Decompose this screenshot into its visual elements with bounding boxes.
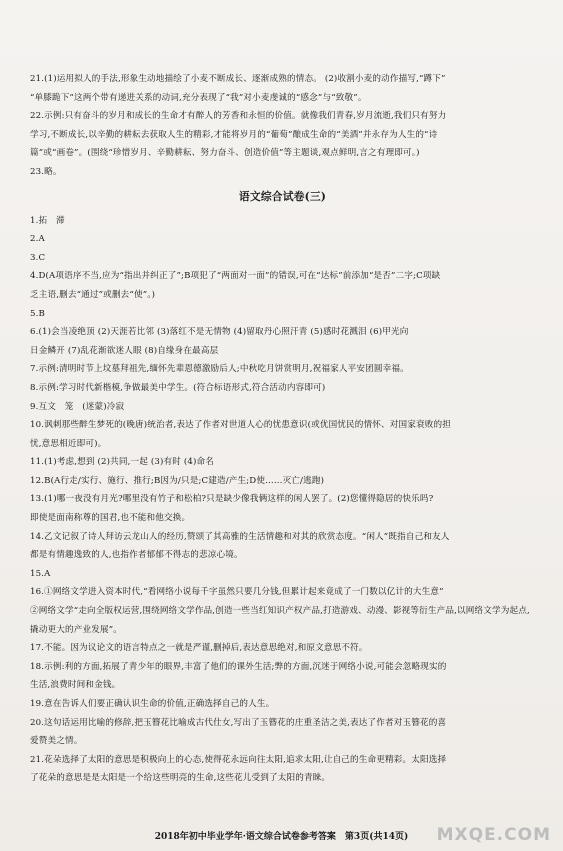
answer-line: 16.①网络文学进入资本时代,“看网络小说每千字虽然只要几分钱,但累计起来竟成了一门数以亿计的大生意”	[30, 587, 444, 598]
answer-line: 20.这句话运用比喻的修辞,把玉簪花比喻成古代仕女,写出了玉簪花的庄重圣洁之美,表达了作者对玉簪花的喜	[30, 717, 447, 728]
answer-line: 1.拓 滞	[30, 215, 65, 226]
answer-line: 8.示例:学习时代新楷模,争做最美中学生。(符合标语形式,符合活动内容即可)	[30, 382, 326, 393]
answer-line: 21.(1)运用拟人的手法,形象生动地描绘了小麦不断成长、逐渐成熟的情态。 (2)收割小麦的动作描写,“蹲下”	[30, 74, 446, 84]
answer-line: 日金鳞开 (7)乱花渐欲迷人眼 (8)自缘身在最高层	[30, 345, 219, 356]
answer-line: 12.B(A行走/实行、施行、推行;B因为/只是;C建造/产生;D使……灭亡/逃跑)	[30, 475, 325, 486]
answer-line: 即使是面南称尊的国君,也不能和他交换。	[30, 513, 191, 524]
page-footer: 2018年初中毕业学年·语文综合试卷参考答案 第3页(共14页)	[154, 832, 409, 842]
answer-line: 23.略。	[30, 166, 62, 177]
answer-line: 乏主语,删去“通过”或删去“使”。)	[30, 289, 156, 300]
previous-test-answers	[30, 70, 535, 182]
answer-line: ②网络文学“走向全版权运营,围绕网络文学作品,创造一些当红知识产权产品,打造游戏、动漫、影视等衍生产品,以网络文学为起点,	[30, 606, 530, 617]
answer-line: 10.讽刺那些醉生梦死的(晚唐)统治者,表达了作者对世道人心的忧患意识(或优国忧民的情怀、对国家衰败的担	[30, 420, 451, 431]
answer-line: 7.示例:清明时节上坟墓拜祖先,缅怀先辈恩德激励后人;中秋吃月饼赏明月,祝福家人平安团圆幸福。	[30, 364, 409, 375]
answer-line: 了花朵的意思是是太阳是一个给这些明亮的生命,这些花儿受到了太阳的青睐。	[30, 773, 331, 784]
answer-line: 4.D(A项语序不当,应为“指出并纠正了”;B项犯了“两面对一面”的错误,可在“达标”前添加“是否”二字;C项缺	[30, 271, 441, 282]
answer-line: 篇”或“画卷”。(围绕“珍惜岁月、辛勤耕耘、努力奋斗、创造价值”等主题谈,观点鲜明,言之有理即可。)	[30, 148, 420, 159]
answer-line: 22.示例:只有奋斗的岁月和成长的生命才有醉人的芳香和永恒的价值。就像我们青春,岁月流逝,我们只有努力	[30, 111, 447, 122]
answer-line: 撬动更大的产业发展”。	[30, 624, 122, 635]
answer-line: 11.(1)考虑,想到 (2)共同,一起 (3)有时 (4)命名	[30, 457, 214, 468]
answer-line: 爱赞美之情。	[30, 736, 83, 747]
answer-line: 5.B	[30, 308, 45, 319]
answer-line: 6.(1)会当凌绝顶 (2)天涯若比邻 (3)落红不是无情物 (4)留取丹心照汗青 (5)感时花溅泪 (6)甲光向	[30, 327, 409, 338]
answer-line: 17.不能。因为议论文的语言特点之一就是严谨,删掉后,表达意思绝对,和原文意思不符。	[30, 643, 368, 654]
answer-line: 生活,浪费时间和金钱。	[30, 680, 121, 691]
answer-line: 21.花朵选择了太阳的意思是积极向上的心态,使得花永远向往太阳,追求太阳,让自己的生命更精彩。太阳选择	[30, 754, 447, 765]
answer-content	[30, 70, 535, 788]
answer-line: 18.示例:利的方面,拓展了青少年的眼界,丰富了他们的课外生活;弊的方面,沉迷于网络小说,可能会忽略现实的	[30, 661, 447, 672]
answer-line: 2.A	[30, 234, 45, 245]
answer-line: 都是有情趣逸致的人,也指作者郁郁不得志的悲凉心境。	[30, 550, 243, 561]
answer-line: 19.意在告诉人们要正确认识生命的价值,正确选择自己的人生。	[30, 699, 275, 709]
answer-line: 学习,不断成长,以辛勤的耕耘去获取人生的精彩,才能将岁月的“葡萄”酿成生命的“美酒”并永存为人生的“诗	[30, 129, 438, 140]
answer-line: 13.(1)哪一夜没有月光?哪里没有竹子和松柏?只是缺少像我俩这样的闲人罢了。(2)您懂得隐居的快乐吗?	[30, 494, 434, 505]
test-three-answers	[30, 212, 535, 788]
answer-line: 15.A	[30, 568, 51, 579]
answer-line: 14.乙文记叙了诗人拜访云龙山人的经历,赞颂了其高雅的生活情趣和对其的欣赏态度。“闲人”既指自己和友人	[30, 531, 450, 542]
answer-line: 忧,意思相近即可)。	[30, 438, 107, 449]
answer-line: “单膝跪下”这两个带有递进关系的动词,充分表现了“我”对小麦虔诚的“感念”与“致敬”。	[30, 92, 367, 103]
answer-line: 9.互文 笼 (迷蒙)冷寂	[30, 401, 125, 412]
section-title: 语文综合试卷(三)	[238, 189, 327, 203]
answer-line: 3.C	[30, 252, 46, 263]
watermark-logo: MXQE.COM	[436, 825, 551, 845]
